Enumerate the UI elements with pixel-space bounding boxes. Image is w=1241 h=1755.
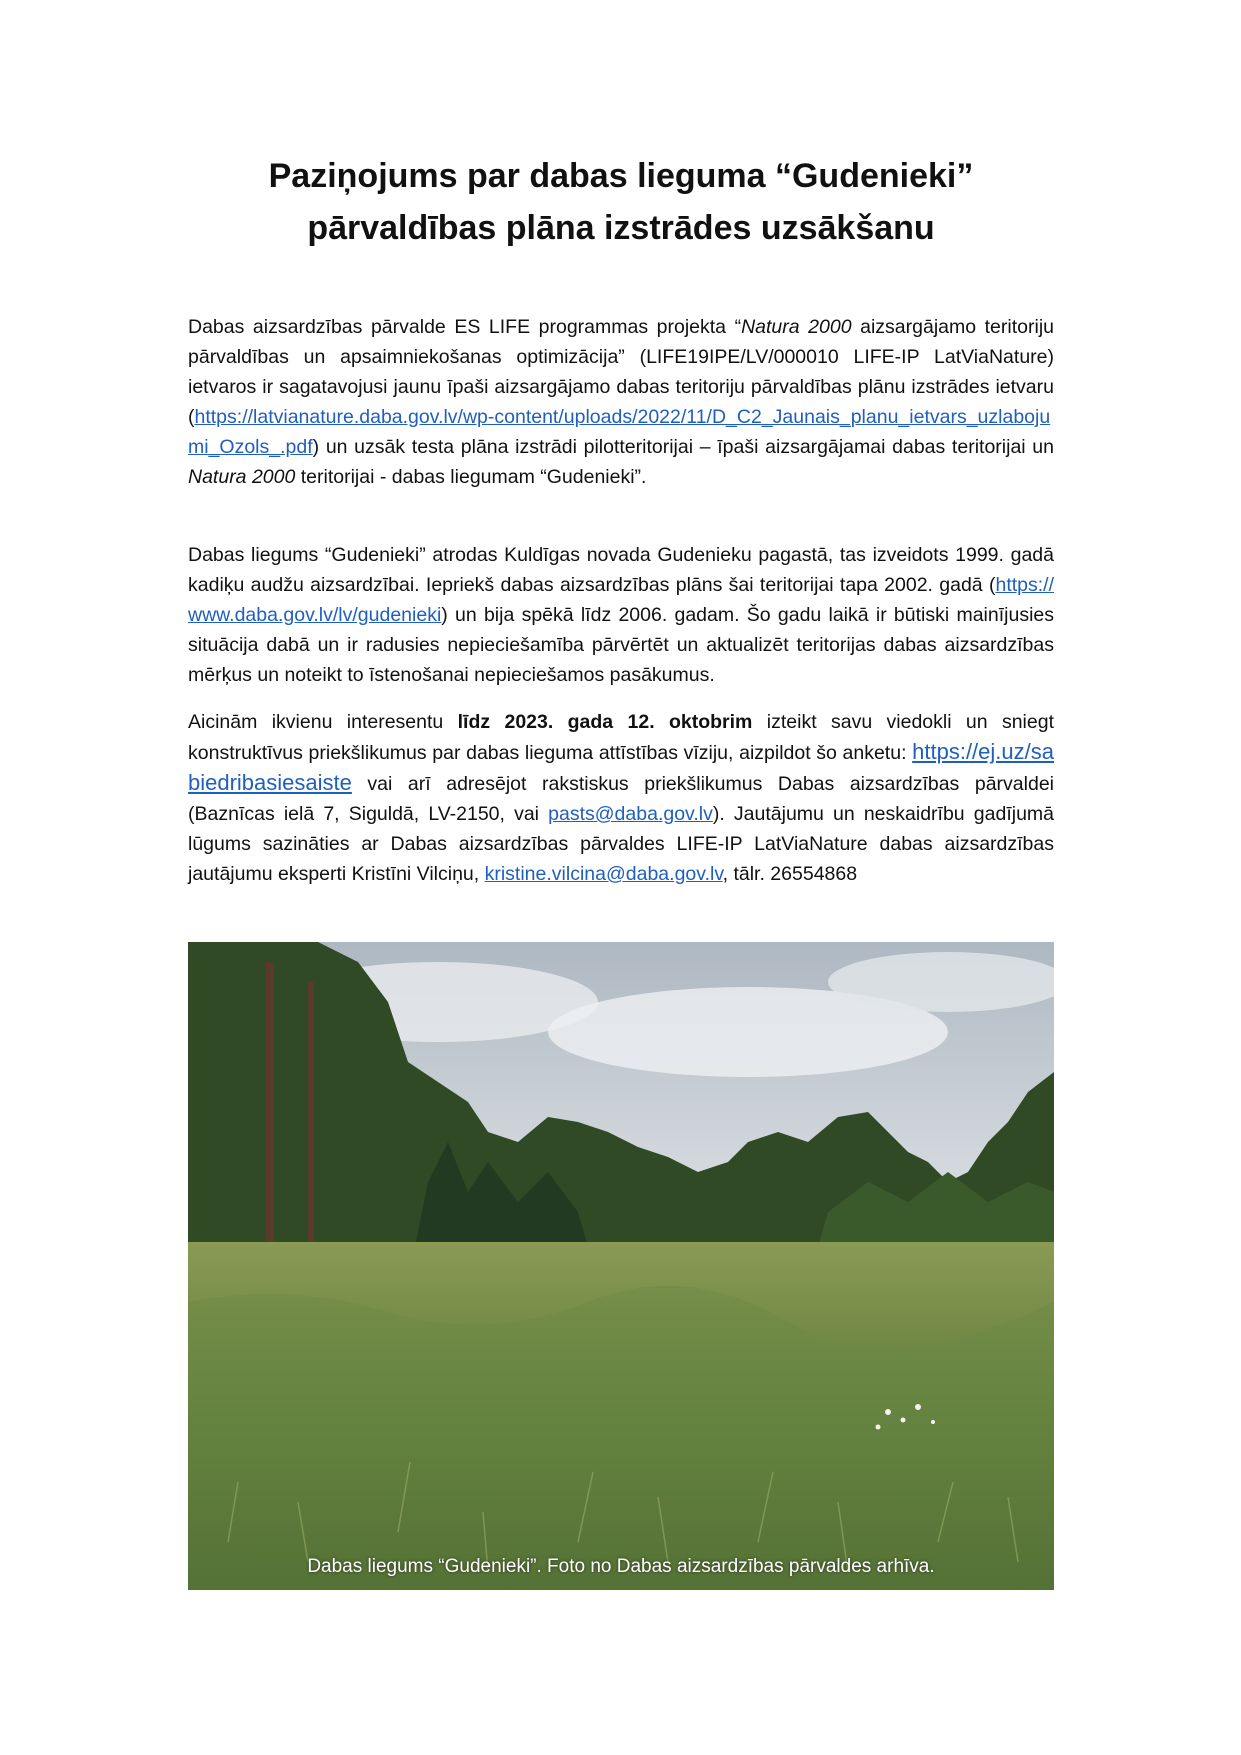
text: aizsargājamo teritoriju pārvaldības un apsaimniekošanas optimizācija” (LIFE19IPE/LV/000010 LIFE-IP LatViaNature) ietvaros ir sagatavojusi jaunu īpaši aizsargājamo dabas teritoriju pārvaldības plānu izstrādes ietvaru ( <box>188 316 1054 428</box>
gudenieki-link[interactable]: https://www.daba.gov.lv/lv/gudenieki <box>188 574 1054 626</box>
title-line-1: Paziņojums par dabas lieguma “Gudenieki” <box>268 157 974 195</box>
deadline-text: līdz 2023. gada 12. oktobrim <box>457 711 753 733</box>
text: teritorijai - dabas liegumam “Gudenieki”. <box>295 466 647 488</box>
text: ) un bija spēkā līdz 2006. gadam. Šo gadu laikā ir būtiski mainījusies situācija dabā un ir radusies nepieciešamība pārvērtēt un aktualizēt teritorijas dabas aizsardzības mērķus un noteikt to īstenošanai nepieciešamos pasākumus. <box>188 604 1054 686</box>
text: ). Jautājumu un neskaidrību gadījumā lūgums sazināties ar Dabas aizsardzības pārvaldes LIFE-IP LatViaNature dabas aizsardzības jautājumu eksperti Kristīni Vilciņu, <box>188 803 1055 885</box>
survey-link[interactable]: https://ej.uz/sabiedribasiesaiste <box>188 739 1054 795</box>
email-link-pasts[interactable]: pasts@daba.gov.lv <box>548 803 713 825</box>
text: izteikt savu viedokli un sniegt konstruktīvus priekšlikumus par dabas lieguma attīstības vīziju, aizpildot šo anketu: <box>188 711 1054 764</box>
text: vai arī adresējot rakstiskus priekšlikumus Dabas aizsardzības pārvaldei (Baznīcas ielā 7, Siguldā, LV-2150, vai <box>188 773 1054 825</box>
meadow-illustration <box>188 942 1054 1590</box>
photo-caption: Dabas liegums “Gudenieki”. Foto no Dabas aizsardzības pārvaldes arhīva. <box>307 1556 935 1577</box>
page-title <box>188 150 1054 254</box>
nature-photo <box>188 942 1054 1590</box>
email-link-expert[interactable]: kristine.vilcina@daba.gov.lv <box>484 863 723 885</box>
text: Dabas aizsardzības pārvalde ES LIFE programmas projekta “ <box>188 316 742 338</box>
italic-text: Natura 2000 <box>741 316 852 338</box>
text: Dabas liegums “Gudenieki” atrodas Kuldīgas novada Gudenieku pagastā, tas izveidots 1999. gadā kadiķu audžu aizsardzībai. Iepriekš dabas aizsardzības plāns šai teritorijai tapa 2002. gadā ( <box>188 544 1054 596</box>
text: ) un uzsāk testa plāna izstrādi pilotteritorijai – īpaši aizsargājamai dabas teritorijai un <box>312 436 1054 458</box>
paragraph-history <box>188 540 1054 690</box>
framework-link[interactable]: https://latvianature.daba.gov.lv/wp-content/uploads/2022/11/D_C2_Jaunais_planu_ietvars_uzlabojumi_Ozols_.pdf <box>188 406 1051 458</box>
paragraph-project <box>188 312 1054 492</box>
text: , tālr. 26554868 <box>722 863 858 885</box>
title-line-2: pārvaldības plāna izstrādes uzsākšanu <box>307 209 935 247</box>
paragraph-invitation <box>188 707 1054 889</box>
italic-text: Natura 2000 <box>188 466 296 488</box>
text: Aicinām ikvienu interesentu <box>188 711 458 733</box>
tree-trunk <box>308 982 314 1262</box>
tree-trunk <box>266 962 274 1262</box>
